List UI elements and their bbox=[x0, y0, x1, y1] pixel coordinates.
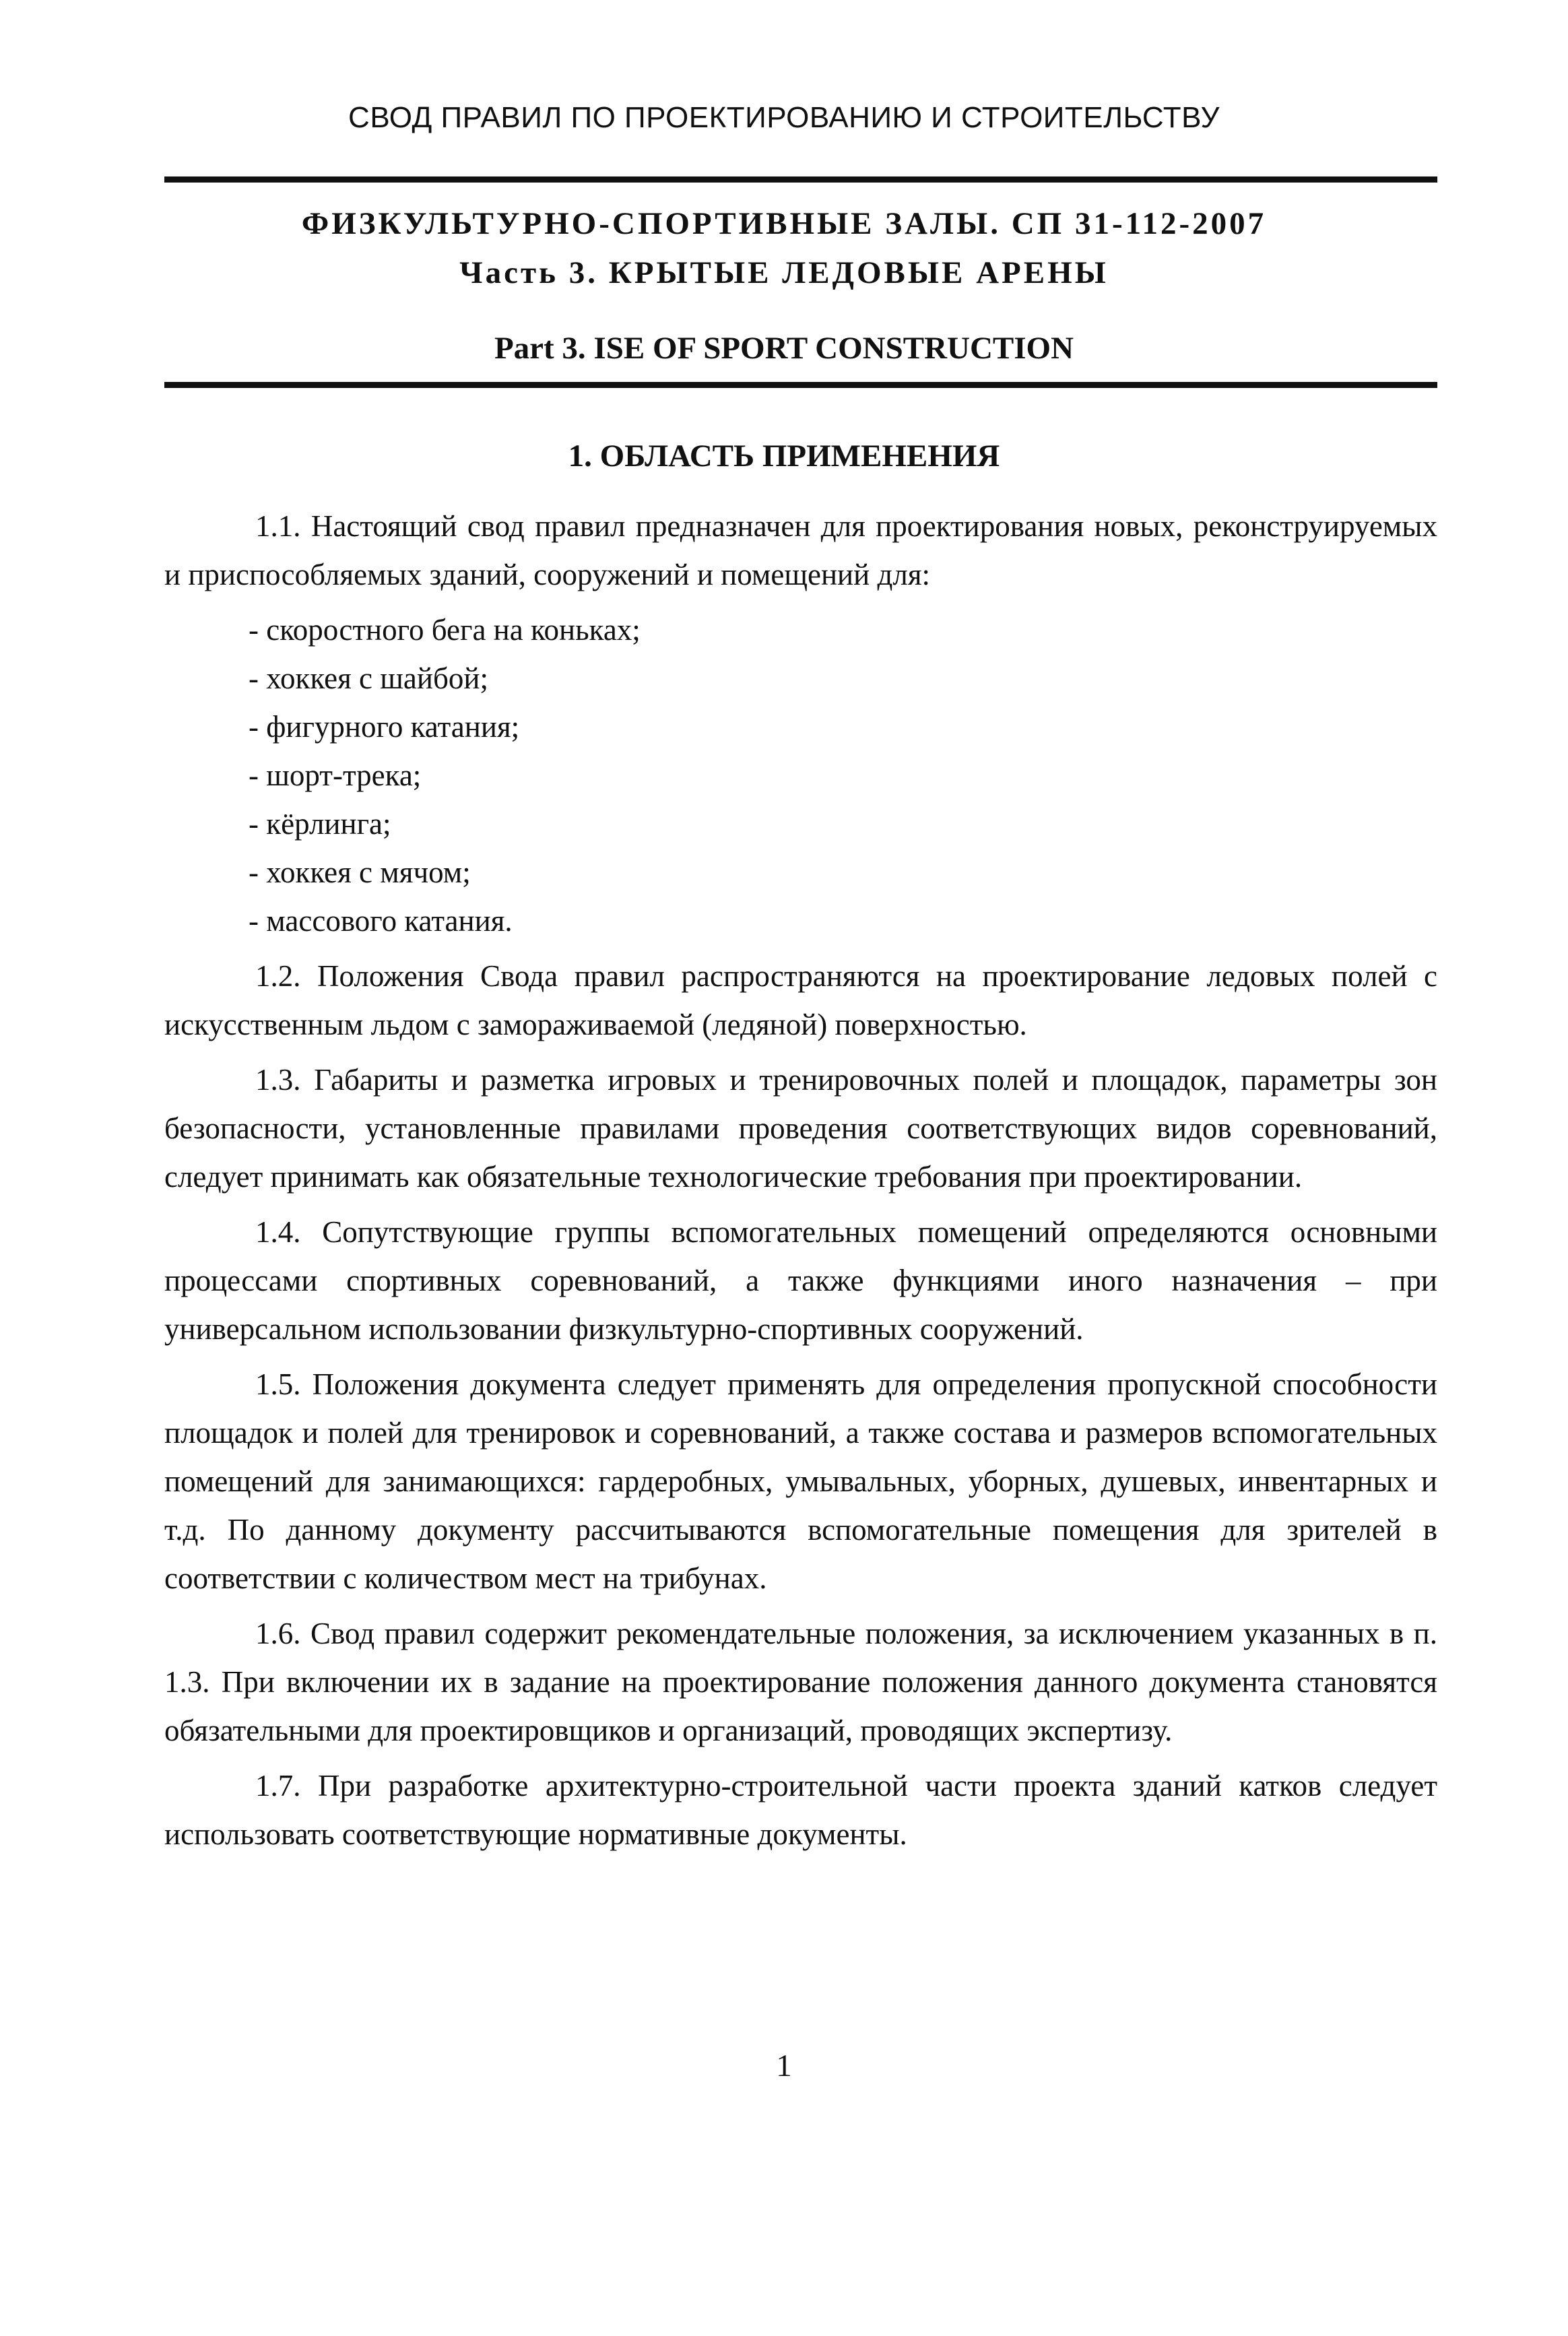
list-item: - хоккея с шайбой; bbox=[249, 661, 488, 695]
page-number: 1 bbox=[776, 2048, 792, 2083]
paragraph-1-6: 1.6. Свод правил содержит рекомендательные положения, за исключением указанных в п. 1.3. При включении их в задание на проектирование положения данного документа становятся обязательными для проектировщиков и организаций, проводящих экспертизу. bbox=[164, 1617, 1437, 1747]
paragraph-1-3: 1.3. Габариты и разметка игровых и тренировочных полей и площадок, параметры зон безопасности, установленные правилами проведения соответствующих видов соревнований, следует принимать как обязательные технологические требования при проектировании. bbox=[164, 1063, 1437, 1194]
list-item: - хоккея с мячом; bbox=[249, 855, 471, 889]
list-item: - шорт-трека; bbox=[249, 758, 422, 792]
document-part-title: Часть 3. КРЫТЫЕ ЛЕДОВЫЕ АРЕНЫ bbox=[459, 255, 1109, 290]
top-rule bbox=[164, 176, 1437, 183]
document-title: ФИЗКУЛЬТУРНО-СПОРТИВНЫЕ ЗАЛЫ. СП 31-112-2007 bbox=[301, 206, 1267, 241]
section-body bbox=[164, 502, 1437, 1865]
paragraph-1-2: 1.2. Положения Свода правил распространяются на проектирование ледовых полей с искусственным льдом с замораживаемой (ледяной) поверхностью. bbox=[164, 959, 1437, 1041]
document-part-title-english: Part 3. ISE OF SPORT CONSTRUCTION bbox=[494, 331, 1074, 366]
facility-list bbox=[164, 606, 1437, 945]
list-item: - фигурного катания; bbox=[249, 710, 520, 744]
list-item: - кёрлинга; bbox=[249, 807, 391, 841]
paragraph-1-7: 1.7. При разработке архитектурно-строительной части проекта зданий катков следует использовать соответствующие нормативные документы. bbox=[164, 1769, 1437, 1851]
list-item: - массового катания. bbox=[249, 904, 513, 938]
bottom-rule bbox=[164, 382, 1437, 388]
section-heading: 1. ОБЛАСТЬ ПРИМЕНЕНИЯ bbox=[568, 439, 1000, 474]
running-header: СВОД ПРАВИЛ ПО ПРОЕКТИРОВАНИЮ И СТРОИТЕЛЬСТВУ bbox=[348, 101, 1220, 134]
list-item: - скоростного бега на коньках; bbox=[249, 613, 641, 647]
paragraph-1-1: 1.1. Настоящий свод правил предназначен для проектирования новых, реконструируемых и приспособляемых зданий, сооружений и помещений для: bbox=[164, 509, 1437, 591]
paragraph-1-5: 1.5. Положения документа следует применять для определения пропускной способности площадок и полей для тренировок и соревнований, а также состава и размеров вспомогательных помещений для занимающихся: гардеробных, умывальных, уборных, душевых, инвентарных и т.д. По данному документу рассчитываются вспомогательные помещения для зрителей в соответствии с количеством мест на трибунах. bbox=[164, 1367, 1437, 1595]
paragraph-1-4: 1.4. Сопутствующие группы вспомогательных помещений определяются основными процессами спортивных соревнований, а также функциями иного назначения – при универсальном использовании физкультурно-спортивных сооружений. bbox=[164, 1215, 1437, 1346]
